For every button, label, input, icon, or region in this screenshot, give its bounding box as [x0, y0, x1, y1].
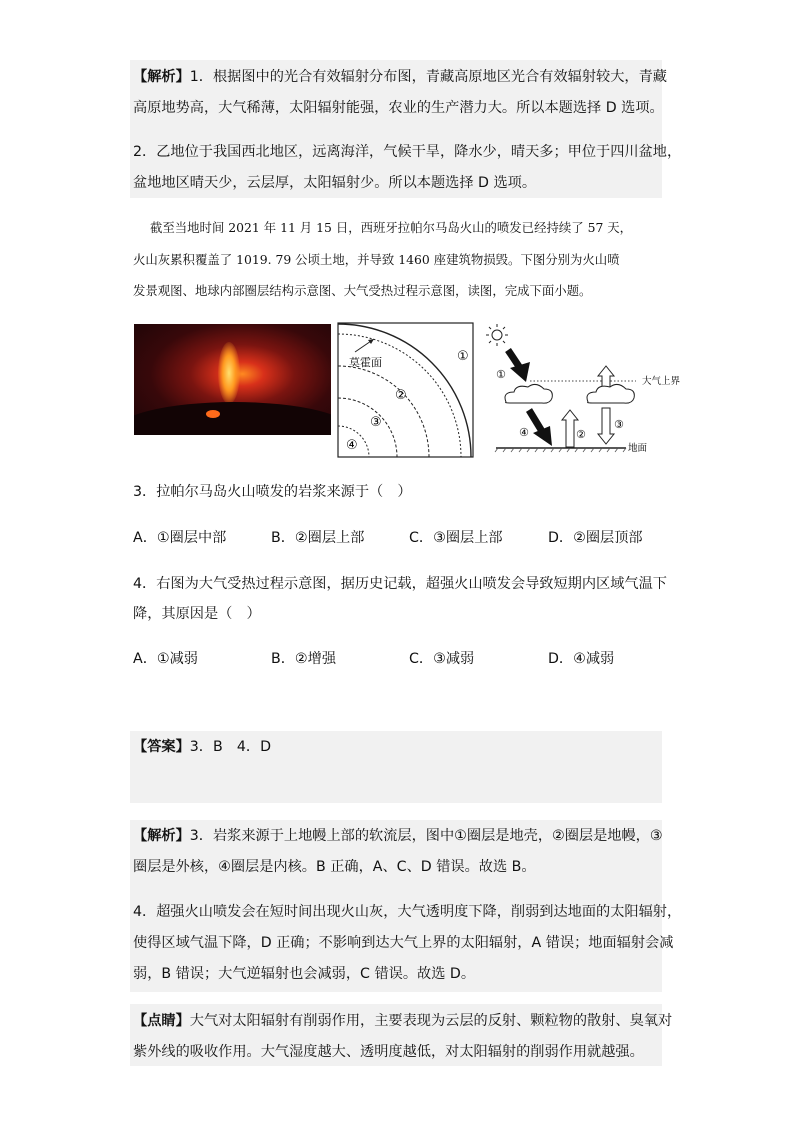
layer-label-1: ①	[457, 349, 469, 364]
analysis2-line4: 使得区域气温下降，D 正确；不影响到达大气上界的太阳辐射，A 错误；地面辐射会减	[133, 935, 674, 951]
radiation-label-3: ③	[614, 418, 624, 431]
note-line1: 【点睛】大气对太阳辐射有削弱作用，主要表现为云层的反射、颗粒物的散射、臭氧对	[133, 1013, 673, 1029]
answer-tag: 【答案】	[133, 739, 190, 755]
q4-line2: 降，其原因是（ ）	[133, 606, 261, 622]
passage-line2: 火山灰累积覆盖了 1019. 79 公顷土地，并导致 1460 座建筑物损毁。下图分别为火山喷	[133, 252, 620, 267]
radiation-label-4: ④	[519, 426, 529, 439]
analysis2-line2: 圈层是外核，④圈层是内核。B 正确，A、C、D 错误。故选 B。	[133, 859, 536, 875]
answer-line: 【答案】3．B 4．D	[133, 739, 272, 755]
radiation-label-2: ②	[576, 428, 586, 441]
q4-option-c: C．③减弱	[409, 651, 475, 667]
q3-option-a: A．①圈层中部	[133, 530, 227, 546]
note-line2: 紫外线的吸收作用。大气湿度越大、透明度越低，对太阳辐射的削弱作用就越强。	[133, 1044, 644, 1060]
atmosphere-top-label: 大气上界	[642, 376, 681, 387]
sun-icon	[486, 324, 508, 346]
moho-label: 莫霍面	[349, 356, 382, 369]
q3-option-b: B．②圈层上部	[271, 530, 365, 546]
radiation-label-1: ①	[496, 368, 506, 381]
analysis1-line2: 高原地势高，大气稀薄，太阳辐射能强，农业的生产潜力大。所以本题选择 D 选项。	[133, 100, 664, 116]
layer-label-4: ④	[346, 438, 358, 453]
passage-line3: 发景观图、地球内部圈层结构示意图、大气受热过程示意图，读图，完成下面小题。	[133, 283, 592, 298]
atmosphere-heating-diagram	[486, 320, 696, 460]
analysis2-line1: 【解析】3．岩浆来源于上地幔上部的软流层，图中①圈层是地壳，②圈层是地幔，③	[133, 828, 663, 844]
analysis1-line1: 【解析】1．根据图中的光合有效辐射分布图，青藏高原地区光合有效辐射较大，青藏	[133, 69, 667, 85]
q4-line1: 4．右图为大气受热过程示意图，据历史记载，超强火山喷发会导致短期内区域气温下	[133, 576, 667, 592]
passage-line1: 截至当地时间 2021 年 11 月 15 日，西班牙拉帕尔马岛火山的喷发已经持续了 57 天，	[150, 220, 633, 235]
analysis2-line3: 4．超强火山喷发会在短时间出现火山灰，大气透明度下降，削弱到达地面的太阳辐射，	[133, 904, 682, 920]
note-tag: 【点睛】	[133, 1013, 190, 1029]
volcano-photo	[134, 324, 331, 435]
q4-option-a: A．①减弱	[133, 651, 198, 667]
analysis-tag-2: 【解析】	[133, 828, 190, 844]
layer-label-2: ②	[395, 388, 407, 403]
analysis1-line3: 2．乙地位于我国西北地区，远离海洋，气候干旱，降水少，晴天多；甲位于四川盆地，	[133, 144, 682, 160]
q3-option-c: C．③圈层上部	[409, 530, 503, 546]
ground-label: 地面	[628, 443, 648, 454]
q3-option-d: D．②圈层顶部	[548, 530, 643, 546]
q4-option-d: D．④减弱	[548, 651, 615, 667]
q3-stem: 3．拉帕尔马岛火山喷发的岩浆来源于（ ）	[133, 484, 412, 500]
q4-option-b: B．②增强	[271, 651, 337, 667]
analysis1-line4: 盆地地区晴天少，云层厚，太阳辐射少。所以本题选择 D 选项。	[133, 175, 537, 191]
earth-structure-diagram	[337, 322, 475, 459]
analysis-tag: 【解析】	[133, 69, 190, 85]
layer-label-3: ③	[370, 415, 382, 430]
analysis2-line5: 弱，B 错误；大气逆辐射也会减弱，C 错误。故选 D。	[133, 966, 476, 982]
